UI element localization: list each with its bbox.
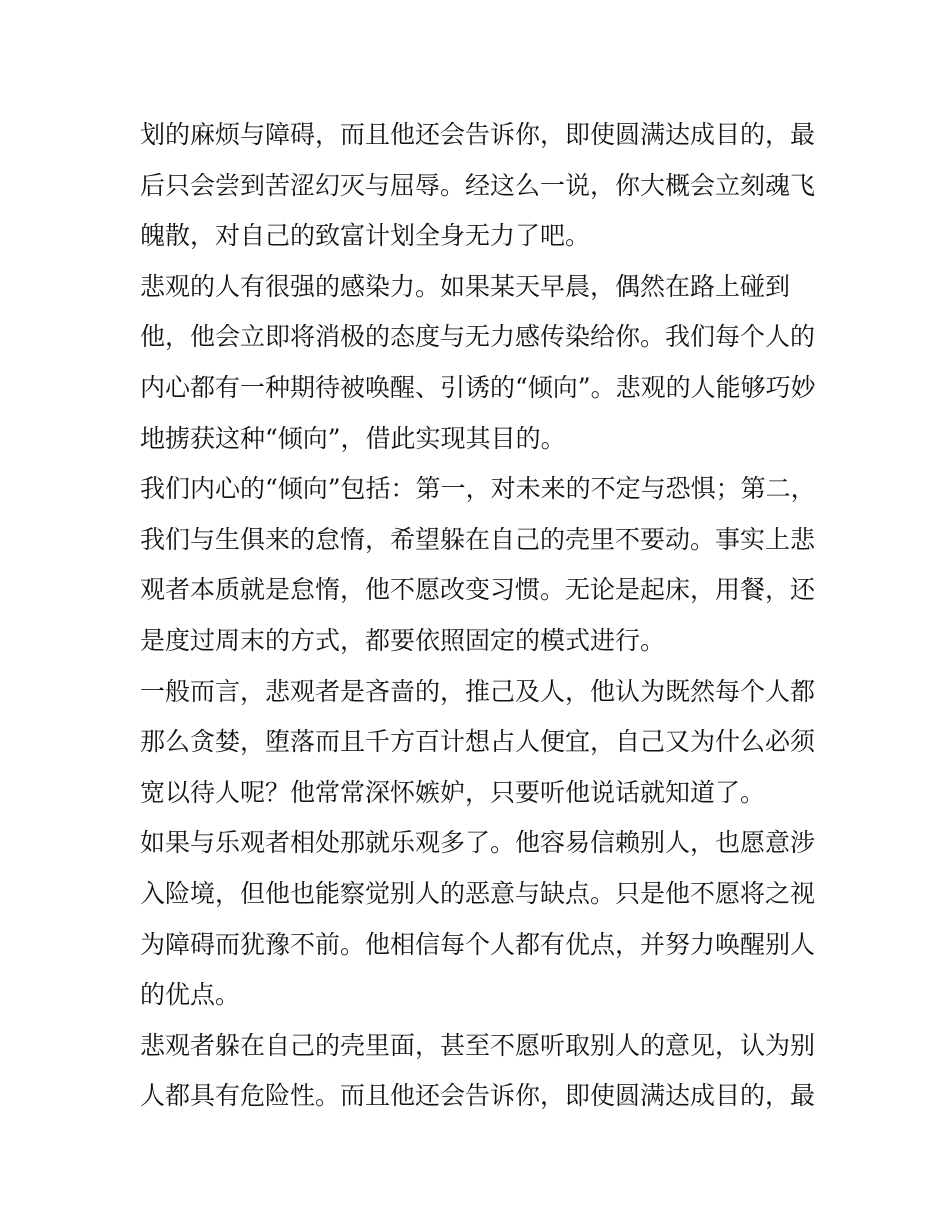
text-line: 人都具有危险性。而且他还会告诉你，即使圆满达成目的，最 bbox=[140, 1081, 816, 1111]
text-line: 我们与生俱来的怠惰，希望躲在自己的壳里不要动。事实上悲 bbox=[140, 524, 816, 554]
paragraph bbox=[140, 818, 820, 1020]
text-line: 为障碍而犹豫不前。他相信每个人都有优点，并努力唤醒别人 bbox=[140, 929, 816, 959]
text-line: 悲观者躲在自己的壳里面，甚至不愿听取别人的意见，认为别 bbox=[140, 1030, 816, 1060]
paragraph bbox=[140, 667, 820, 819]
text-line: 的优点。 bbox=[140, 980, 241, 1010]
paragraph bbox=[140, 1021, 820, 1122]
text-line: 一般而言，悲观者是吝啬的，推己及人，他认为既然每个人都 bbox=[140, 676, 816, 706]
text-line: 如果与乐观者相处那就乐观多了。他容易信赖别人，也愿意涉 bbox=[140, 828, 816, 858]
paragraph bbox=[140, 464, 820, 666]
text-line: 宽以待人呢？他常常深怀嫉妒，只要听他说话就知道了。 bbox=[140, 777, 766, 807]
text-line: 魄散，对自己的致富计划全身无力了吧。 bbox=[140, 221, 591, 251]
paragraph bbox=[140, 262, 820, 464]
text-line: 入险境，但他也能察觉别人的恶意与缺点。只是他不愿将之视 bbox=[140, 878, 816, 908]
text-line: 地掳获这种“倾向”，借此实现其目的。 bbox=[140, 423, 566, 453]
text-line: 他，他会立即将消极的态度与无力感传染给你。我们每个人的 bbox=[140, 322, 816, 352]
text-line: 划的麻烦与障碍，而且他还会告诉你，即使圆满达成目的，最 bbox=[140, 120, 816, 149]
text-line: 是度过周末的方式，都要依照固定的模式进行。 bbox=[140, 625, 666, 655]
text-line: 悲观的人有很强的感染力。如果某天早晨，偶然在路上碰到 bbox=[140, 271, 791, 301]
text-line: 内心都有一种期待被唤醒、引诱的“倾向”。悲观的人能够巧妙 bbox=[140, 372, 816, 402]
text-line: 那么贪婪，堕落而且千方百计想占人便宜，自己又为什么必须 bbox=[140, 727, 816, 757]
body-text bbox=[140, 110, 820, 1122]
text-line: 后只会尝到苦涩幻灭与屈辱。经这么一说，你大概会立刻魂飞 bbox=[140, 170, 816, 200]
paragraph bbox=[140, 110, 820, 262]
text-line: 观者本质就是怠惰，他不愿改变习惯。无论是起床，用餐，还 bbox=[140, 575, 816, 605]
text-line: 我们内心的“倾向”包括：第一，对未来的不定与恐惧；第二， bbox=[140, 474, 816, 504]
